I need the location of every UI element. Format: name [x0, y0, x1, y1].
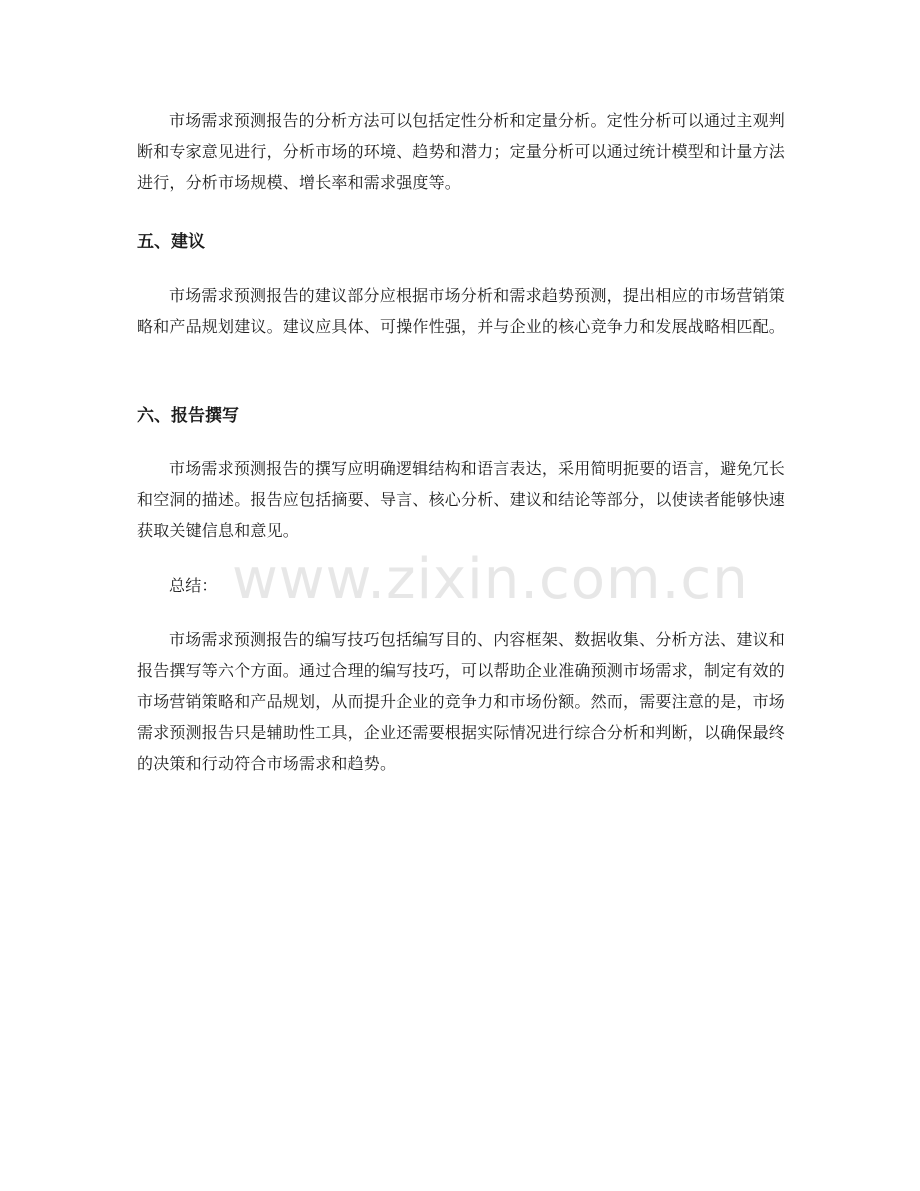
summary-label: 总结： [169, 576, 218, 595]
heading-suggestion: 五、建议 [137, 232, 205, 252]
heading-report-writing: 六、报告撰写 [137, 406, 239, 426]
paragraph-report-writing: 市场需求预测报告的撰写应明确逻辑结构和语言表达，采用简明扼要的语言，避免冗长和空洞的描述。报告应包括摘要、导言、核心分析、建议和结论等部分，以使读者能够快速获取关键信息和意见。 [137, 459, 786, 540]
paragraph-analysis-method: 市场需求预测报告的分析方法可以包括定性分析和定量分析。定性分析可以通过主观判断和专家意见进行，分析市场的环境、趋势和潜力；定量分析可以通过统计模型和计量方法进行，分析市场规模、增长率和需求强度等。 [137, 111, 786, 192]
paragraph-summary: 市场需求预测报告的编写技巧包括编写目的、内容框架、数据收集、分析方法、建议和报告撰写等六个方面。通过合理的编写技巧，可以帮助企业准确预测市场需求，制定有效的市场营销策略和产品规划，从而提升企业的竞争力和市场份额。然而，需要注意的是，市场需求预测报告只是辅助性工具，企业还需要根据实际情况进行综合分析和判断，以确保最终的决策和行动符合市场需求和趋势。 [137, 630, 786, 773]
watermark: www.zixin.com.cn [232, 547, 749, 612]
paragraph-suggestion: 市场需求预测报告的建议部分应根据市场分析和需求趋势预测，提出相应的市场营销策略和产品规划建议。建议应具体、可操作性强，并与企业的核心竞争力和发展战略相匹配。 [137, 286, 786, 336]
